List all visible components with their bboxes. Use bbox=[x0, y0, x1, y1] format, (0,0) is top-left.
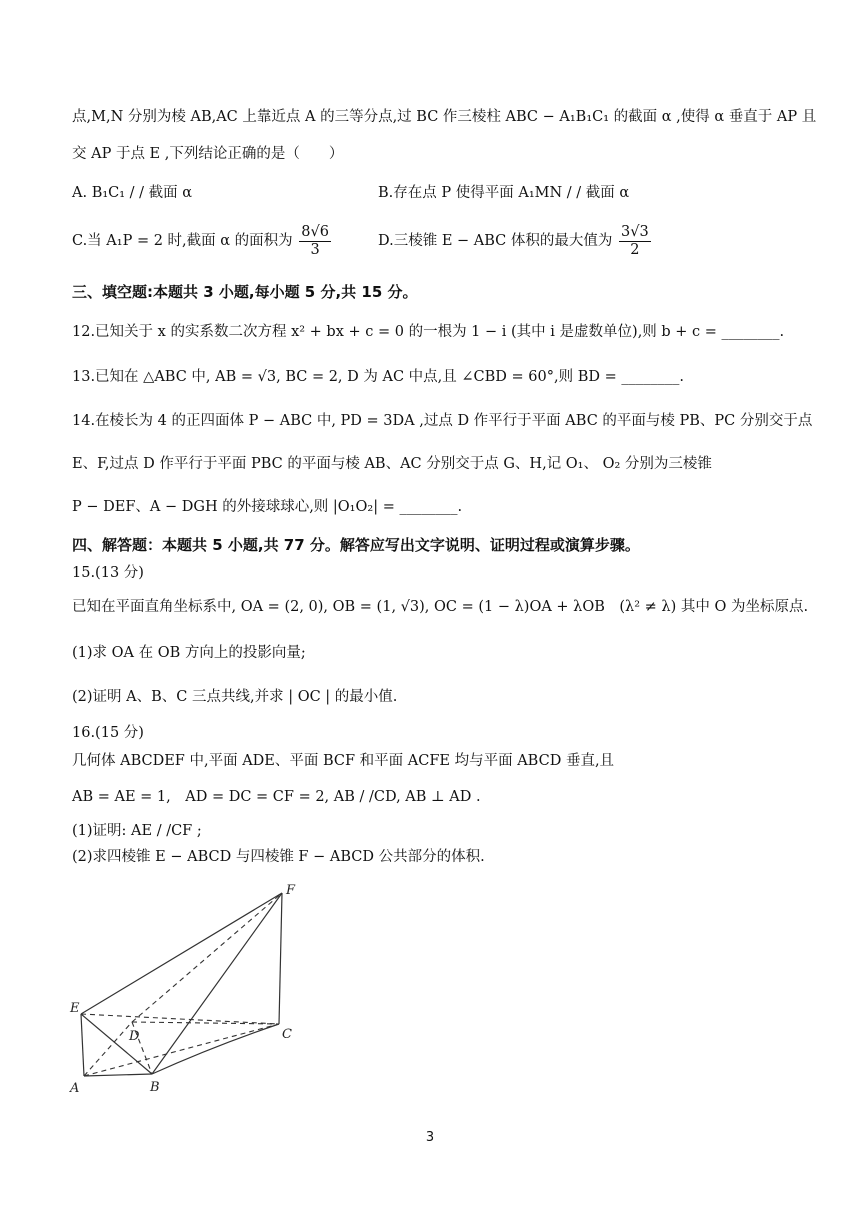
label-C: C bbox=[282, 1027, 292, 1042]
q16-heading: 16.(15 分) bbox=[72, 725, 144, 741]
q12-text: 12.已知关于 x 的实系数二次方程 x² + bx + c = 0 的一根为 1 − i (其中 i 是虚数单位),则 b + c = ________. bbox=[72, 324, 785, 340]
edge-AD-hidden bbox=[84, 1022, 132, 1076]
q16-part1: (1)证明: AE / /CF ; bbox=[72, 823, 202, 839]
section-4-title: 四、解答题：本题共 5 小题,共 77 分。解答应写出文字说明、证明过程或演算步骤。 bbox=[72, 536, 640, 554]
geometry-figure bbox=[64, 876, 304, 1098]
q15-stem: 已知在平面直角坐标系中, OA = (2, 0), OB = (1, √3), OC = (1 − λ)OA + λOB (λ² ≠ λ) 其中 O 为坐标原点. bbox=[72, 599, 809, 615]
label-A: A bbox=[70, 1081, 80, 1096]
q11-option-d-fraction bbox=[619, 224, 651, 258]
q11-option-b: B.存在点 P 使得平面 A₁MN / / 截面 α bbox=[378, 185, 630, 201]
q11-option-c-numerator: 8√6 bbox=[301, 224, 329, 240]
q11-option-c bbox=[72, 224, 333, 258]
q11-option-d-numerator: 3√3 bbox=[621, 224, 649, 240]
q16-part2: (2)求四棱锥 E − ABCD 与四棱锥 F − ABCD 公共部分的体积. bbox=[72, 849, 485, 865]
q15-part1: (1)求 OA 在 OB 方向上的投影向量; bbox=[72, 645, 306, 661]
edge-AB bbox=[84, 1074, 152, 1076]
q14-line2: E、F,过点 D 作平行于平面 PBC 的平面与棱 AB、AC 分别交于点 G、H,记 O₁、 O₂ 分别为三棱锥 bbox=[72, 456, 712, 472]
page-number: 3 bbox=[425, 1130, 435, 1145]
q14-line3: P − DEF、A − DGH 的外接球球心,则 |O₁O₂| = ________. bbox=[72, 499, 463, 515]
q14-line1: 14.在棱长为 4 的正四面体 P − ABC 中, PD = 3DA ,过点 D 作平行于平面 ABC 的平面与棱 PB、PC 分别交于点 bbox=[72, 413, 813, 429]
q11-line1: 点,M,N 分别为棱 AB,AC 上靠近点 A 的三等分点,过 BC 作三棱柱 ABC − A₁B₁C₁ 的截面 α ,使得 α 垂直于 AP 且 bbox=[72, 109, 817, 125]
label-E: E bbox=[70, 1001, 80, 1016]
label-D: D bbox=[129, 1029, 140, 1044]
edge-EA bbox=[81, 1014, 84, 1076]
q15-heading: 15.(13 分) bbox=[72, 565, 144, 581]
q11-option-d-denominator: 2 bbox=[630, 241, 640, 258]
edge-BC bbox=[152, 1024, 279, 1074]
edge-DF-hidden bbox=[132, 893, 282, 1022]
q11-line2: 交 AP 于点 E ,下列结论正确的是（ ） bbox=[72, 146, 344, 162]
q13-text: 13.已知在 △ABC 中, AB = √3, BC = 2, D 为 AC 中点,且 ∠CBD = 60°,则 BD = ________. bbox=[72, 369, 684, 385]
q11-option-c-denominator: 3 bbox=[310, 241, 320, 258]
edge-FC bbox=[279, 893, 282, 1024]
edge-AC-hidden bbox=[84, 1024, 279, 1076]
edge-EF bbox=[81, 893, 282, 1014]
label-B: B bbox=[150, 1080, 160, 1095]
q11-option-d bbox=[378, 224, 653, 258]
q11-option-d-text: D.三棱锥 E − ABC 体积的最大值为 bbox=[378, 233, 613, 250]
q11-option-c-fraction bbox=[299, 224, 331, 258]
edge-DC-hidden bbox=[132, 1022, 279, 1024]
q16-conditions: AB = AE = 1, AD = DC = CF = 2, AB / /CD, AB ⊥ AD . bbox=[72, 789, 481, 805]
q16-stem: 几何体 ABCDEF 中,平面 ADE、平面 BCF 和平面 ACFE 均与平面 ABCD 垂直,且 bbox=[72, 753, 615, 769]
q15-part2: (2)证明 A、B、C 三点共线,并求 | OC | 的最小值. bbox=[72, 689, 398, 705]
section-3-title: 三、填空题:本题共 3 小题,每小题 5 分,共 15 分。 bbox=[72, 283, 418, 301]
edge-EB bbox=[81, 1014, 152, 1074]
label-F: F bbox=[286, 883, 296, 898]
q11-option-a: A. B₁C₁ / / 截面 α bbox=[72, 185, 193, 201]
q11-option-c-text: C.当 A₁P = 2 时,截面 α 的面积为 bbox=[72, 233, 293, 250]
